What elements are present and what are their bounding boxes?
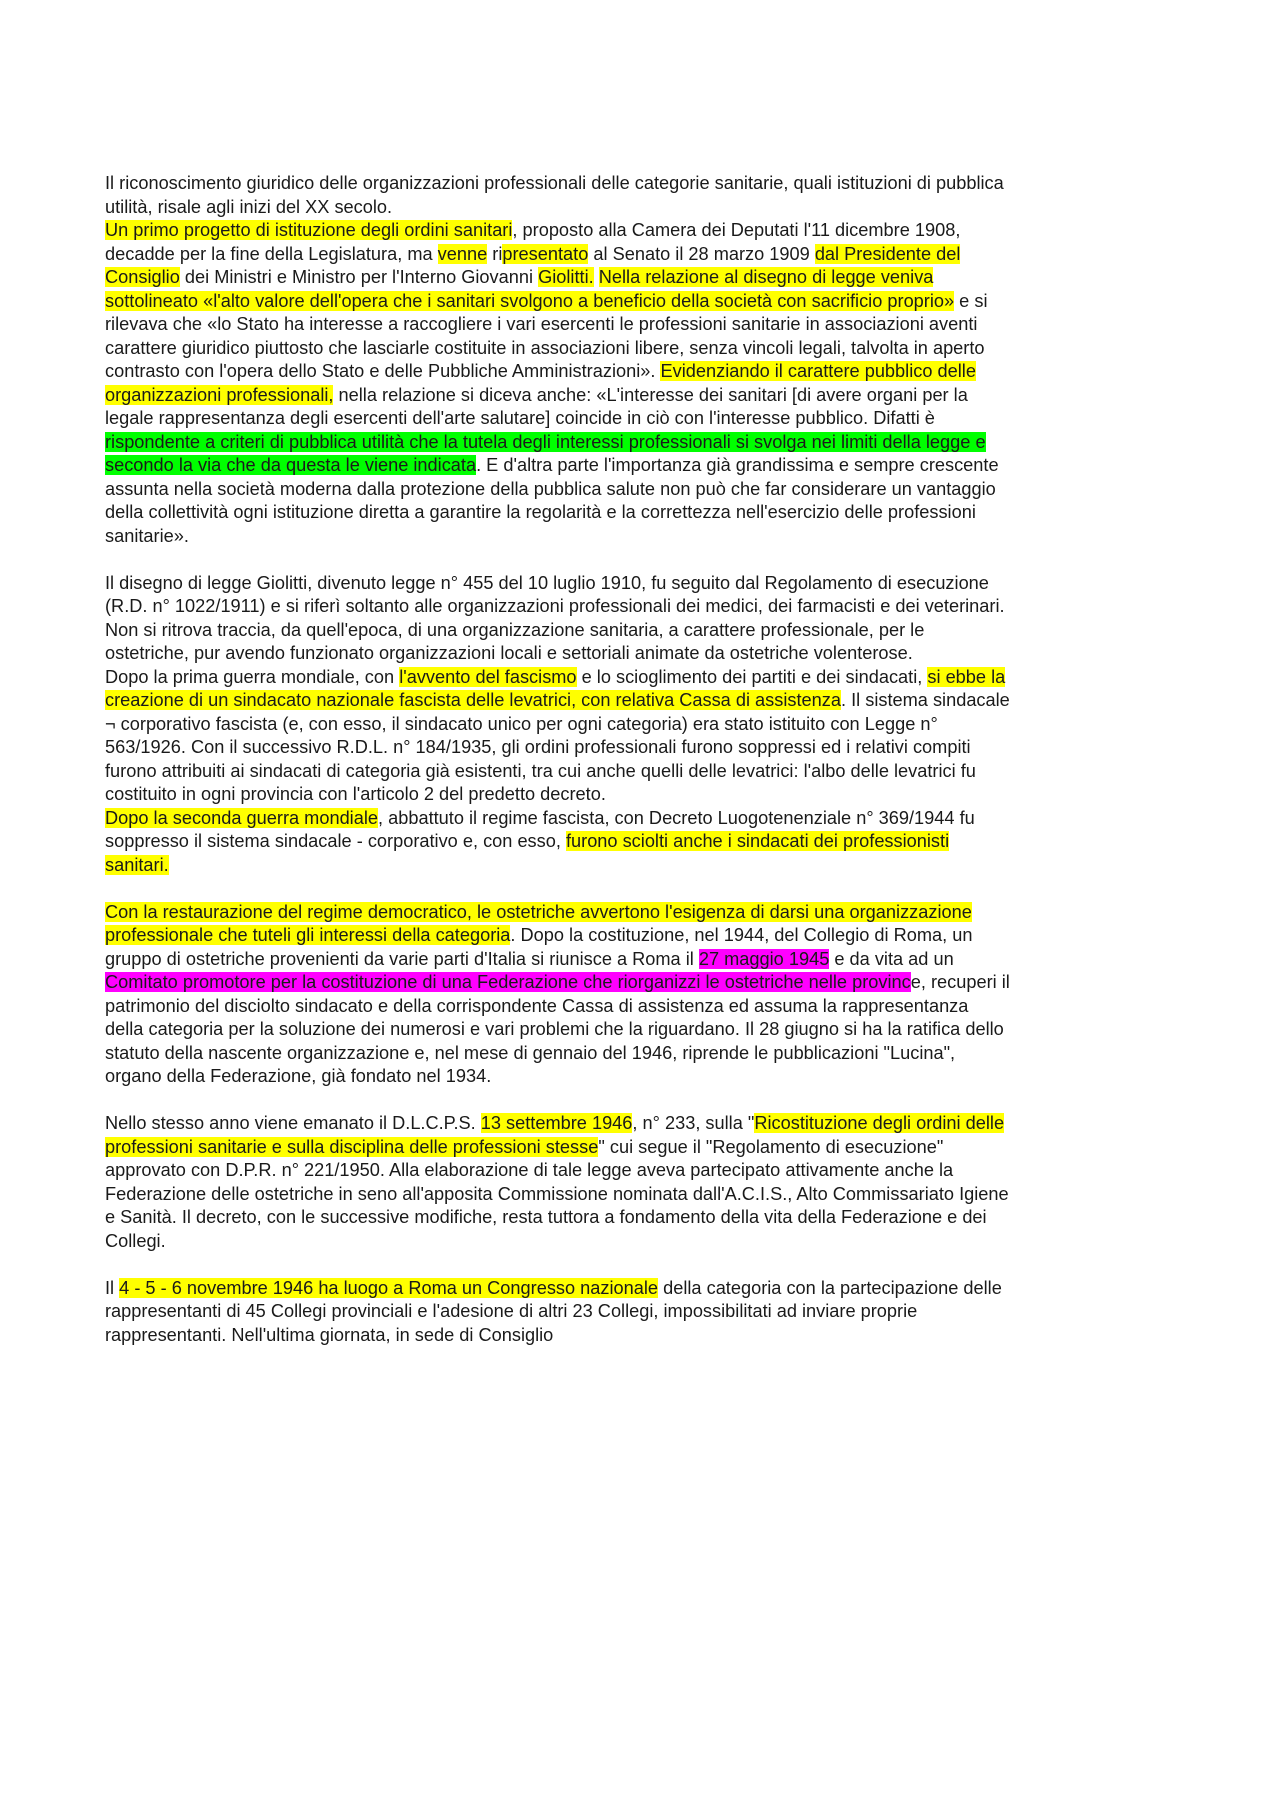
paragraph-spacer [105, 548, 1010, 572]
highlighted-text-yellow: Ricostituzione degli ordini delle professioni sanitarie e sulla disciplina delle professioni stesse [105, 1113, 1005, 1157]
paragraph [105, 572, 1010, 666]
highlighted-text-magenta: Comitato promotore per la costituzione di una Federazione che riorganizzi le ostetriche nelle provinc [105, 972, 911, 992]
text-segment: e si rilevava che «lo Stato ha interesse a raccogliere i vari esercenti le professioni sanitarie in associazioni aventi carattere giuridico piuttosto che lasciarle costituite in associazioni libere, senza vincoli legali, talvolta in aperto contrasto con l'opera dello Stato e delle Pubbliche Amministrazioni». [105, 290, 988, 381]
paragraph-spacer [105, 877, 1010, 901]
text-segment: e, recuperi il patrimonio del disciolto sindacato e della corrispondente Cassa di assistenza ed assuma la rappresentanza della categoria per la soluzione dei numerosi e vari problemi che la riguardano. Il 28 giugno si ha la ratifica dello statuto della nascente organizzazione e, nel mese di gennaio del 1946, riprende le pubblicazioni "Lucina", organo della Federazione, già fondato nel 1934. [105, 972, 1010, 1086]
paragraph-spacer [105, 1253, 1010, 1277]
paragraph-spacer [105, 1089, 1010, 1113]
text-segment: . E d'altra parte l'importanza già grandissima e sempre crescente assunta nella società moderna dalla protezione della pubblica salute non può che far considerare un vantaggio della collettività ogni istituzione diretta a garantire la regolarità e la correttezza nell'esercizio delle professioni sanitarie». [105, 455, 999, 546]
highlighted-text-yellow: Con la restaurazione del regime democratico, le ostetriche avvertono l'esigenza di darsi una organizzazione professionale che tuteli gli interessi della categoria [105, 901, 972, 945]
paragraph [105, 807, 1010, 878]
highlighted-text-yellow: Nella relazione al disegno di legge veniva sottolineato «l'alto valore dell'opera che i sanitari svolgono a beneficio della società con sacrificio proprio» [105, 267, 955, 311]
highlighted-text-yellow: furono sciolti anche i sindacati dei professionisti sanitari. [105, 831, 950, 875]
highlighted-text-yellow: Un primo progetto di istituzione degli ordini sanitari [105, 220, 513, 240]
highlighted-text-yellow: Giolitti. [538, 267, 594, 287]
highlighted-text-yellow: Dopo la seconda guerra mondiale [105, 807, 378, 828]
paragraph [105, 666, 1010, 807]
text-segment: Nello stesso anno viene emanato il D.L.C.P.S. [105, 1113, 481, 1133]
highlighted-text-green: rispondente a criteri di pubblica utilità che la tutela degli interessi professionali si svolga nei limiti della legge e secondo la via che da questa le viene indicata [105, 431, 986, 475]
highlighted-text-yellow: venne [437, 243, 488, 264]
paragraph [105, 219, 1010, 548]
paragraph [105, 1277, 1010, 1348]
text-segment [594, 267, 599, 287]
text-segment: Dopo la prima guerra mondiale, con [105, 666, 400, 687]
highlighted-text-yellow: 13 settembre 1946 [480, 1113, 633, 1133]
text-segment: della categoria con la partecipazione delle rappresentanti di 45 Collegi provinciali e l'adesione di altri 23 Collegi, impossibilitati ad inviare proprie rappresentanti. Nell'ultima giornata, in sede di Consiglio [105, 1277, 1002, 1345]
document-body [105, 172, 1010, 1347]
text-segment: nella relazione si diceva anche: «L'interesse dei sanitari [di avere organi per la legale rappresentanza degli esercenti dell'arte salutare] coincide in ciò con l'interesse pubblico. Difatti è [105, 384, 968, 428]
text-segment: Il [105, 1277, 120, 1298]
text-segment: ri [487, 243, 503, 264]
text-segment: Il disegno di legge Giolitti, divenuto legge n° 455 del 10 luglio 1910, fu seguito dal Regolamento di esecuzione (R.D. n° 1022/1911) e si riferì soltanto alle organizzazioni professionali dei medici, dei farmacisti e dei veterinari. Non si ritrova traccia, da quell'epoca, di una organizzazione sanitaria, a carattere professionale, per le ostetriche, pur avendo funzionato organizzazioni locali e settoriali animate da ostetriche volenterose. [105, 572, 1005, 663]
text-segment: Il riconoscimento giuridico delle organizzazioni professionali delle categorie sanitarie, quali istituzioni di pubblica utilità, risale agli inizi del XX secolo. [105, 173, 1004, 217]
paragraph [105, 1112, 1010, 1253]
highlighted-text-yellow: Evidenziando il carattere pubblico delle organizzazioni professionali, [105, 361, 976, 405]
text-segment: " cui segue il "Regolamento di esecuzione" approvato con D.P.R. n° 221/1950. Alla elaborazione di tale legge aveva partecipato attivamente anche la Federazione delle ostetriche in seno all'apposita Commissione nominata dall'A.C.I.S., Alto Commissariato Igiene e Sanità. Il decreto, con le successive modifiche, resta tuttora a fondamento della vita della Federazione e dei Collegi. [105, 1136, 1009, 1251]
highlighted-text-yellow: presentato [502, 243, 589, 264]
text-segment: , n° 233, sulla " [632, 1113, 755, 1133]
text-segment: , proposto alla Camera dei Deputati l'11 dicembre 1908, decadde per la fine della Legislatura, ma [105, 220, 961, 264]
text-segment: . Il sistema sindacale ¬ corporativo fascista (e, con esso, il sindacato unico per ogni categoria) era stato istituito con Legge n° 563/1926. Con il successivo R.D.L. n° 184/1935, gli ordini professionali furono soppressi ed i relativi compiti furono attribuiti ai sindacati di categoria già esistenti, tra cui anche quelli delle levatrici: l'albo delle levatrici fu costituito in ogni provincia con l'articolo 2 del predetto decreto. [105, 690, 1010, 804]
paragraph [105, 901, 1010, 1089]
highlighted-text-yellow: si ebbe la creazione di un sindacato nazionale fascista delle levatrici, con relativa Cassa di assistenza [105, 666, 1006, 710]
text-segment: dei Ministri e Ministro per l'Interno Giovanni [179, 267, 539, 287]
text-segment: e da vita ad un [829, 948, 954, 969]
highlighted-text-yellow: 4 - 5 - 6 novembre 1946 ha luogo a Roma un Congresso nazionale [119, 1277, 659, 1298]
text-segment: . Dopo la costituzione, nel 1944, del Collegio di Roma, un gruppo di ostetriche provenienti da varie parti d'Italia si riunisce a Roma il [105, 925, 973, 969]
text-segment: e lo scioglimento dei partiti e dei sindacati, [576, 666, 928, 687]
highlighted-text-yellow: dal Presidente del Consiglio [105, 243, 961, 287]
highlighted-text-yellow: l'avvento del fascismo [399, 666, 577, 687]
text-segment: , abbattuto il regime fascista, con Decreto Luogotenenziale n° 369/1944 fu soppresso il sistema sindacale - corporativo e, con esso, [105, 807, 975, 851]
text-segment: al Senato il 28 marzo 1909 [588, 243, 815, 264]
paragraph [105, 172, 1010, 219]
highlighted-text-magenta: 27 maggio 1945 [698, 948, 830, 969]
